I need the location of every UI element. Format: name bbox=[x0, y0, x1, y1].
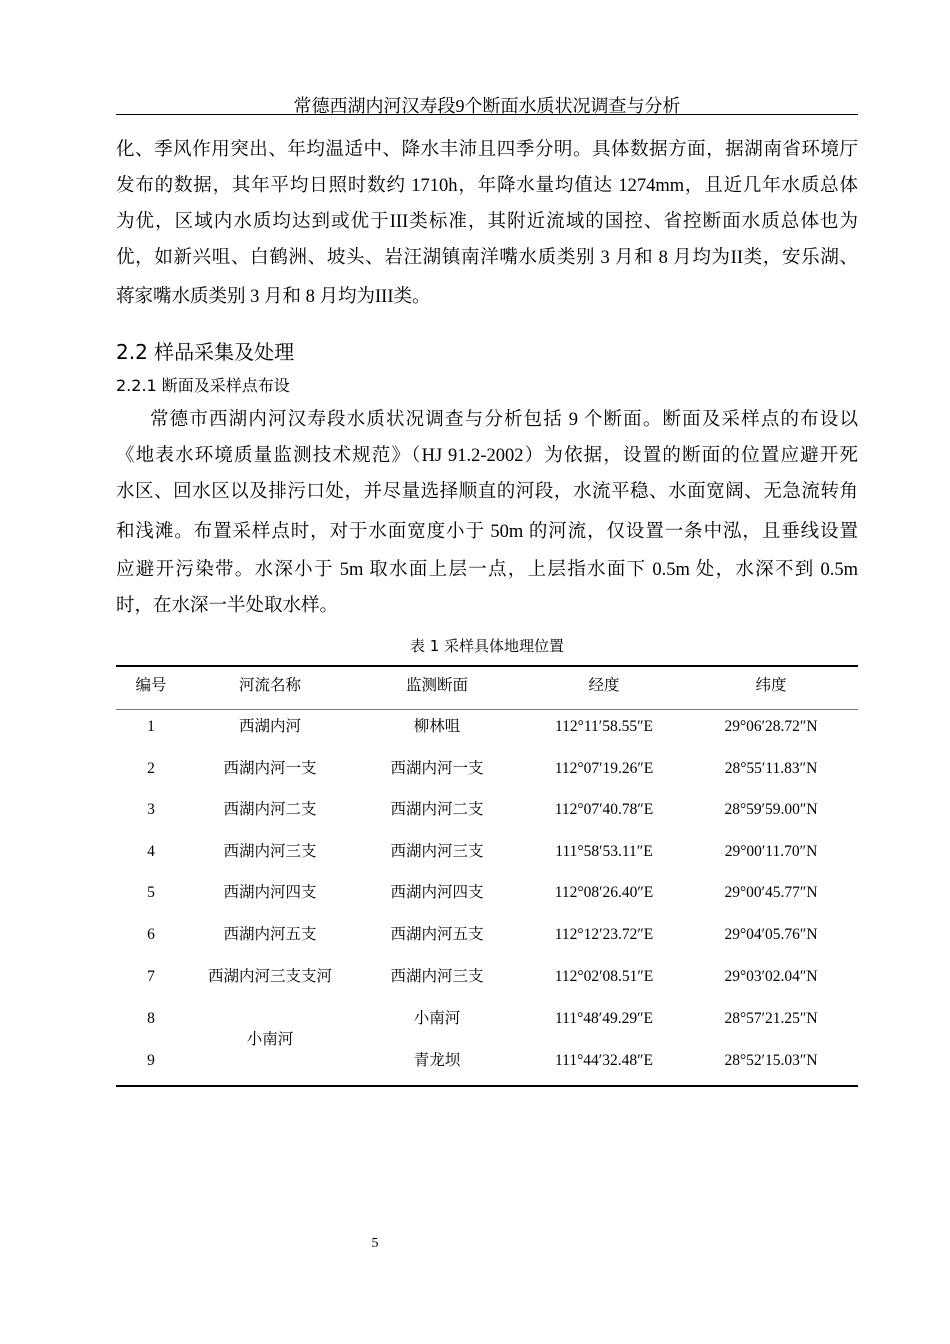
table-cell: 4 bbox=[147, 843, 155, 860]
table-cell: 112°07′40.78″E bbox=[554, 801, 654, 818]
header-cell: 监测断面 bbox=[405, 677, 468, 694]
text-line: 常德市西湖内河汉寿段水质状况调查与分析包括 9 个断面。断面及采样点的布设以 bbox=[150, 410, 858, 430]
table-cell: 西湖内河五支 bbox=[223, 926, 317, 943]
text-line: 《地表水环境质量监测技术规范》（HJ 91.2-2002）为依据，设置的断面的位置应避开死 bbox=[116, 446, 858, 466]
table-caption: 表 1 采样具体地理位置 bbox=[409, 637, 565, 655]
table-cell: 29°00′45.77″N bbox=[724, 884, 818, 901]
text-line: 水区、回水区以及排污口处，并尽量选择顺直的河段，水流平稳、水面宽阔、无急流转角 bbox=[116, 482, 858, 502]
table-cell: 28°59′59.00″N bbox=[724, 801, 818, 818]
table-cell: 6 bbox=[147, 926, 155, 943]
table-cell: 28°55′11.83″N bbox=[724, 760, 818, 777]
table-cell: 5 bbox=[147, 884, 155, 901]
text-line: 为优，区域内水质均达到或优于III类标准，其附近流域的国控、省控断面水质总体也为 bbox=[116, 212, 858, 232]
text-line: 时，在水深一半处取水样。 bbox=[116, 596, 339, 616]
table-bottom-rule bbox=[116, 1085, 858, 1087]
text-line: 化、季风作用突出、年均温适中、降水丰沛且四季分明。具体数据方面，据湖南省环境厅 bbox=[116, 140, 858, 160]
table-cell: 西湖内河 bbox=[238, 718, 301, 735]
table-header-rule bbox=[116, 709, 858, 710]
table-cell: 西湖内河三支 bbox=[390, 968, 484, 985]
table-cell: 青龙坝 bbox=[413, 1052, 461, 1069]
text-line: 和浅滩。布置采样点时，对于水面宽度小于 50m 的河流，仅设置一条中泓，且垂线设置 bbox=[116, 522, 858, 542]
table-cell: 小南河 bbox=[413, 1010, 461, 1027]
table-cell: 29°00′11.70″N bbox=[724, 843, 818, 860]
text-line: 发布的数据，其年平均日照时数约 1710h，年降水量均值达 1274mm，且近几年水质总体 bbox=[116, 176, 858, 196]
table-cell: 28°57′21.25″N bbox=[724, 1010, 818, 1027]
page-number: 5 bbox=[371, 1236, 379, 1251]
table-cell: 29°03′02.04″N bbox=[724, 968, 818, 985]
subsection-heading: 2.2.1 断面及采样点布设 bbox=[116, 376, 290, 395]
table-cell: 2 bbox=[147, 760, 155, 777]
header-cell: 河流名称 bbox=[238, 677, 301, 694]
table-cell: 8 bbox=[147, 1010, 155, 1027]
header-cell: 经度 bbox=[588, 677, 620, 694]
table-cell: 西湖内河五支 bbox=[390, 926, 484, 943]
table-cell: 112°08′26.40″E bbox=[554, 884, 654, 901]
table-cell: 3 bbox=[147, 801, 155, 818]
section-heading: 2.2 样品采集及处理 bbox=[116, 340, 295, 364]
table-cell: 111°58′53.11″E bbox=[555, 843, 653, 860]
table-cell: 西湖内河三支 bbox=[390, 843, 484, 860]
table-top-rule bbox=[116, 665, 858, 667]
table-cell: 小南河 bbox=[246, 1031, 294, 1048]
header-cell: 编号 bbox=[135, 677, 167, 694]
text-line: 优，如新兴咀、白鹤洲、坡头、岩汪湖镇南洋嘴水质类别 3 月和 8 月均为II类，安乐湖、 bbox=[116, 248, 858, 268]
table-cell: 112°11′58.55″E bbox=[555, 718, 653, 735]
table-cell: 西湖内河二支 bbox=[223, 801, 317, 818]
table-cell: 西湖内河三支 bbox=[223, 843, 317, 860]
table-cell: 29°04′05.76″N bbox=[724, 926, 818, 943]
header-cell: 纬度 bbox=[755, 677, 787, 694]
table-cell: 112°12′23.72″E bbox=[554, 926, 654, 943]
table-cell: 29°06′28.72″N bbox=[724, 718, 818, 735]
table-cell: 柳林咀 bbox=[413, 718, 461, 735]
running-header: 常德西湖内河汉寿段9个断面水质状况调查与分析 bbox=[293, 96, 681, 116]
header-divider bbox=[116, 114, 858, 115]
table-cell: 西湖内河四支 bbox=[223, 884, 317, 901]
table-cell: 9 bbox=[147, 1052, 155, 1069]
table-cell: 112°02′08.51″E bbox=[554, 968, 654, 985]
text-line: 应避开污染带。水深小于 5m 取水面上层一点，上层指水面下 0.5m 处，水深不到 0.5m bbox=[116, 560, 858, 580]
table-cell: 111°44′32.48″E bbox=[555, 1052, 653, 1069]
table-cell: 111°48′49.29″E bbox=[555, 1010, 653, 1027]
table-cell: 西湖内河一支 bbox=[390, 760, 484, 777]
table-cell: 西湖内河三支支河 bbox=[207, 968, 332, 985]
table-cell: 7 bbox=[147, 968, 155, 985]
text-line: 蒋家嘴水质类别 3 月和 8 月均为III类。 bbox=[116, 287, 431, 307]
table-cell: 28°52′15.03″N bbox=[724, 1052, 818, 1069]
table-cell: 西湖内河一支 bbox=[223, 760, 317, 777]
table-cell: 1 bbox=[147, 718, 155, 735]
table-cell: 112°07′19.26″E bbox=[554, 760, 654, 777]
table-cell: 西湖内河四支 bbox=[390, 884, 484, 901]
table-cell: 西湖内河二支 bbox=[390, 801, 484, 818]
